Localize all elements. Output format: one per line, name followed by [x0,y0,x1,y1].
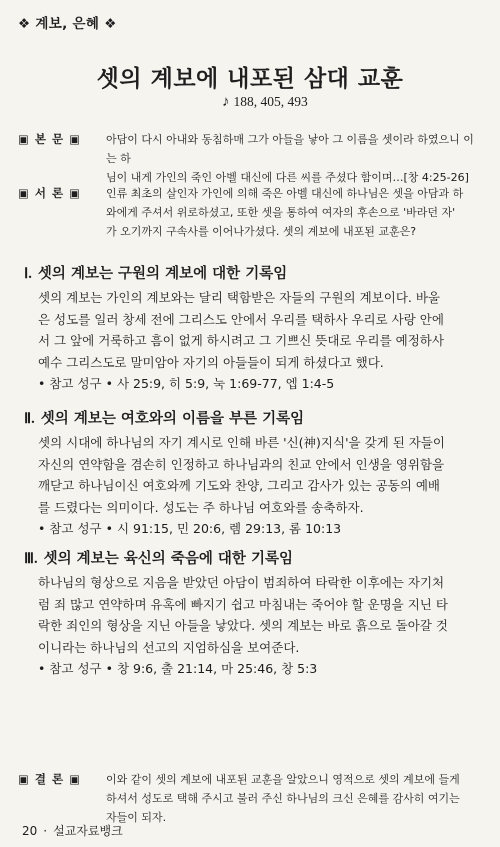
section-2 [24,407,476,540]
page-number: 20 [22,824,38,838]
section-heading [24,547,476,568]
footer-separator: · [43,824,48,838]
page-footer [22,822,123,839]
paragraph-line: 이니라는 하나님의 선고의 지엄하심을 보여준다. [38,639,300,655]
reference-verses: • 참고 성구 • 창 9:6, 출 21:14, 마 25:46, 창 5:3 [38,661,318,676]
paragraph-line: 를 드렸다는 의미이다. 성도는 주 하나님 여호와를 송축하자. [38,499,364,515]
conclusion-line: 자들이 되자. [106,811,167,824]
scripture-block [18,130,482,187]
reference-verses: • 참고 성구 • 사 25:9, 히 5:9, 눅 1:69-77, 엡 1:4-5 [38,376,335,391]
section-paragraph [38,572,476,658]
scripture-text [106,130,482,187]
paragraph-line: 서 그 앞에 거룩하고 흠이 없게 하시려고 그 기쁘신 뜻대로 우리를 예정하사 [38,333,444,348]
paragraph-line: 자신의 연약함을 겸손히 인정하고 하나님과의 친교 안에서 인생을 영위함을 [38,456,445,472]
page-title: 셋의 계보에 내포된 삼대 교훈 [96,66,404,92]
hymn-numbers [222,94,308,111]
paragraph-line: 셋의 시대에 하나님의 자기 계시로 인해 바른 '신(神)지식'을 갖게 된 자들이 [38,435,445,450]
section-heading [24,407,476,428]
section-paragraph [38,287,476,373]
section-3 [24,547,476,680]
section-title: 셋의 계보는 구원의 계보에 대한 기록임 [37,266,288,282]
section-title: 셋의 계보는 여호와의 이름을 부른 기록임 [40,411,305,427]
introduction-text [106,184,482,241]
introduction-line: 와에게 주셔서 위로하셨고, 또한 셋을 통하여 여자의 후손으로 '바라던 자' [106,206,456,219]
section-heading [24,262,476,283]
paragraph-line: 예수 그리스도로 말미암아 자기의 아들들이 되게 하셨다고 했다. [38,354,384,370]
section-paragraph [38,432,476,518]
paragraph-line: 하나님의 형상으로 지음을 받았던 아담이 범죄하여 타락한 이후에는 자기처 [38,575,445,590]
introduction-tag: ▣ 서 론 ▣ [18,186,81,200]
paragraph-line: 셋의 계보는 가인의 계보와는 달리 택함받은 자들의 구원의 계보이다. 바울 [38,290,440,305]
paragraph-line: 은 성도를 일러 창세 전에 그리스도 안에서 우리를 택하사 우리로 사랑 안에 [38,311,444,327]
section-number: Ⅲ. [24,551,38,567]
section-number: Ⅰ. [24,266,32,282]
section-1 [24,262,476,395]
category-header: ❖ 계보, 은혜 ❖ [18,16,117,32]
book-title: 설교자료뱅크 [53,824,123,838]
music-note-icon: ♪ [222,94,230,110]
conclusion-text [106,770,482,827]
paragraph-line: 깨닫고 하나님이신 여호와께 기도와 찬양, 그리고 감사가 있는 공동의 예배 [38,478,440,493]
scripture-tag: ▣ 본 문 ▣ [18,132,81,146]
paragraph-line: 럼 죄 많고 연약하며 유혹에 빠지기 쉽고 마침내는 죽어야 할 운명을 지닌 타 [38,596,448,612]
section-title: 셋의 계보는 육신의 죽음에 대한 기록임 [43,551,293,567]
scripture-line: 아담이 다시 아내와 동침하매 그가 아들을 낳아 그 이름을 셋이라 하였으니 이는 하 [106,133,474,165]
conclusion-block [18,770,482,827]
reference-verses: • 참고 성구 • 시 91:15, 민 20:6, 렘 29:13, 롬 10:13 [38,521,342,536]
introduction-line: 인류 최초의 살인자 가인에 의해 죽은 아벨 대신에 하나님은 셋을 아담과 하 [106,187,464,200]
conclusion-line: 하셔서 성도로 택해 주시고 불러 주신 하나님의 크신 은혜를 감사히 여기는 [106,792,460,805]
scripture-line: 님이 내게 가인의 죽인 아벨 대신에 다른 씨를 주셨다 함이며…[창 4:25-26] [106,171,469,184]
introduction-line: 가 오기까지 구속사를 이어나가셨다. 셋의 계보에 내포된 교훈은? [106,225,417,238]
hymn-list: 188, 405, 493 [233,94,308,109]
conclusion-line: 이와 같이 셋의 계보에 내포된 교훈을 알았으니 영적으로 셋의 계보에 들게 [106,773,460,786]
section-number: Ⅱ. [24,411,35,427]
introduction-block [18,184,482,241]
conclusion-tag: ▣ 결 론 ▣ [18,772,81,786]
paragraph-line: 락한 죄인의 형상을 지닌 아들을 낳았다. 셋의 계보는 바로 흙으로 돌아갈 것 [38,618,448,633]
